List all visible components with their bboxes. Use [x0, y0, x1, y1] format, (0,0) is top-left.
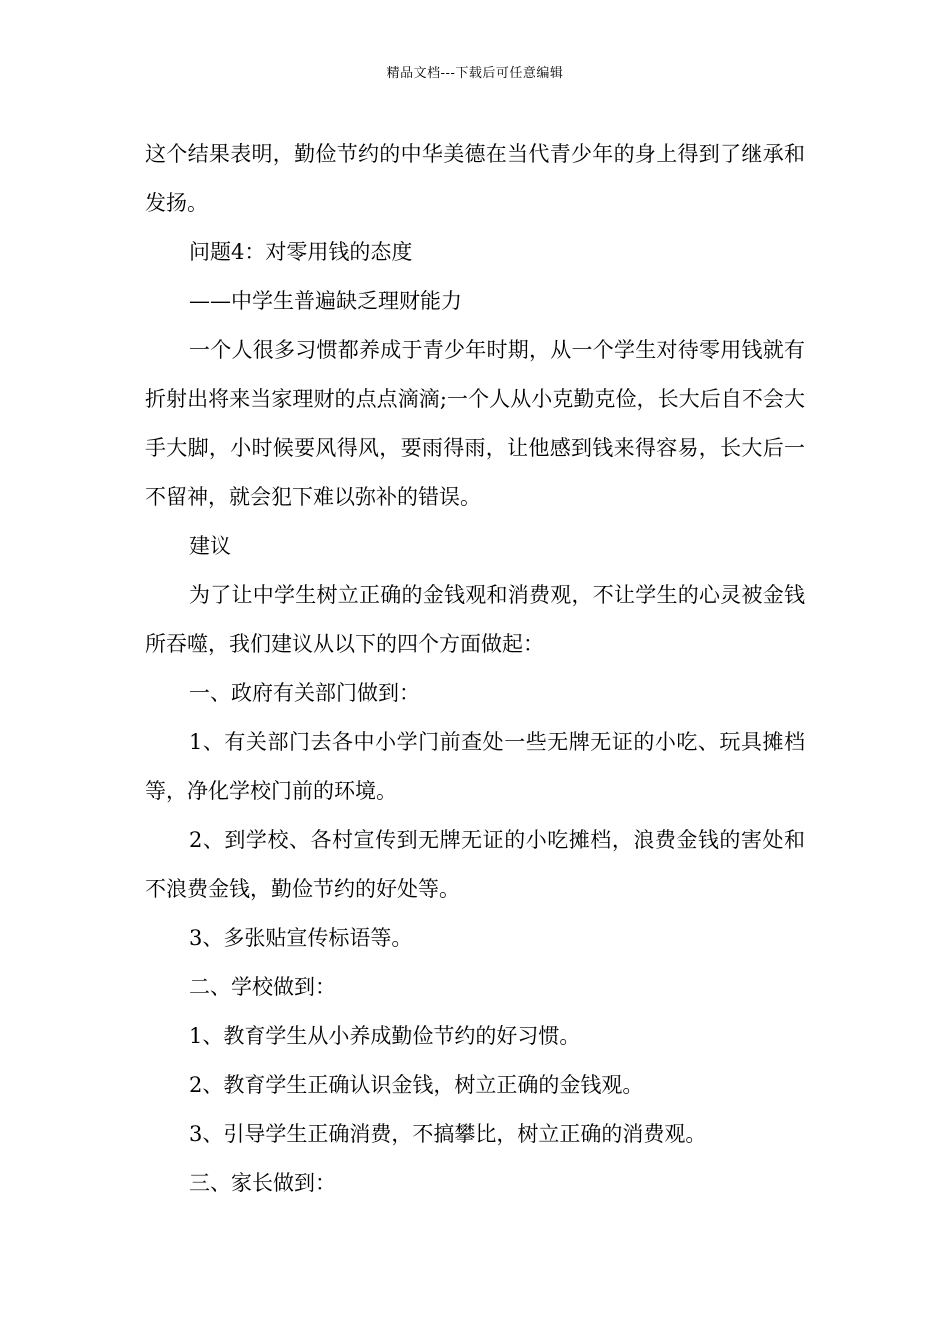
paragraph-13-list-item: 2、教育学生正确认识金钱，树立正确的金钱观。	[189, 1073, 644, 1097]
paragraph-12-list-item: 1、教育学生从小养成勤俭节约的好习惯。	[189, 1024, 581, 1048]
document-body	[145, 130, 805, 1208]
page-header: 精品文档---下载后可任意编辑	[386, 66, 564, 81]
paragraph-8-list-item: 1、有关部门去各中小学门前查处一些无牌无证的小吃、玩具摊档等，净化学校门前的环境。	[145, 730, 805, 803]
paragraph-11-section-school: 二、学校做到：	[189, 975, 336, 999]
paragraph-5-suggestion-heading: 建议	[189, 534, 231, 558]
paragraph-7-section-government: 一、政府有关部门做到：	[189, 681, 420, 705]
paragraph-15-section-parents: 三、家长做到：	[189, 1171, 336, 1195]
paragraph-2-question-heading: 问题4：对零用钱的态度	[189, 240, 413, 264]
paragraph-10-list-item: 3、多张贴宣传标语等。	[189, 926, 413, 950]
paragraph-14-list-item: 3、引导学生正确消费，不搞攀比，树立正确的消费观。	[189, 1122, 707, 1146]
paragraph-4: 一个人很多习惯都养成于青少年时期，从一个学生对待零用钱就有折射出将来当家理财的点点滴滴;一个人从小克勤克俭，长大后自不会大手大脚，小时候要风得风，要雨得雨，让他感到钱来得容易，长大后一不留神，就会犯下难以弥补的错误。	[145, 338, 805, 509]
paragraph-9-list-item: 2、到学校、各村宣传到无牌无证的小吃摊档，浪费金钱的害处和不浪费金钱，勤俭节约的好处等。	[145, 828, 805, 901]
paragraph-6: 为了让中学生树立正确的金钱观和消费观，不让学生的心灵被金钱所吞噬，我们建议从以下的四个方面做起：	[145, 583, 805, 656]
paragraph-3-subheading: ——中学生普遍缺乏理财能力	[189, 289, 462, 313]
paragraph-1: 这个结果表明，勤俭节约的中华美德在当代青少年的身上得到了继承和发扬。	[145, 142, 805, 215]
